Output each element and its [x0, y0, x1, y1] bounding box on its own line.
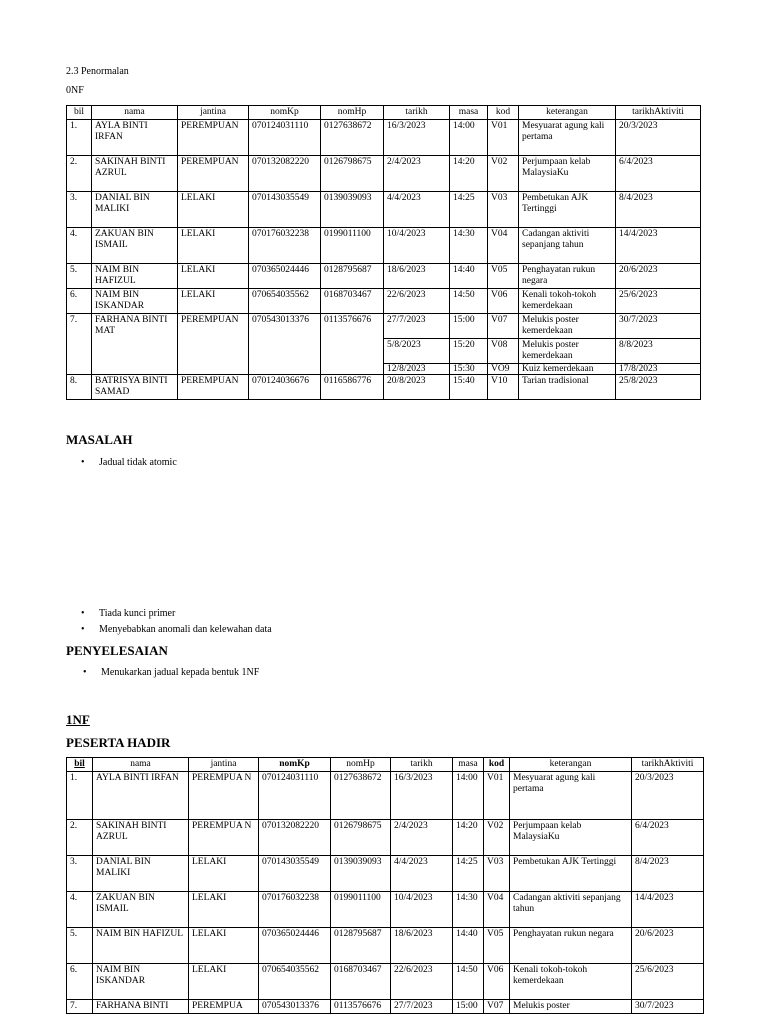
cell-tarikh: 4/4/2023 [391, 856, 453, 892]
cell-tarikh: 18/6/2023 [391, 928, 453, 964]
cell-nama: AYLA BINTI IRFAN [92, 120, 178, 156]
cell-tarikhAktiviti: 25/8/2023 [616, 375, 701, 400]
cell-kod: V07 [484, 1000, 510, 1014]
section-title: 2.3 Penormalan [66, 66, 129, 77]
cell-kod: V03 [488, 192, 519, 228]
cell-nomHp: 0199011100 [331, 892, 391, 928]
cell-nama: ZAKUAN BIN ISMAIL [92, 228, 178, 264]
cell-tarikhAktiviti: 8/8/2023 [616, 339, 701, 364]
cell-masa: 15:00 [453, 1000, 484, 1014]
cell-nomHp: 0199011100 [321, 228, 384, 264]
cell-nomHp: 0168703467 [331, 964, 391, 1000]
column-header-tarikhAktiviti: tarikhAktiviti [632, 758, 704, 772]
table-row [67, 1000, 704, 1014]
cell-keterangan: Pembetukan AJK Tertinggi [519, 192, 616, 228]
table-row [67, 156, 701, 192]
zero-nf-table [66, 105, 701, 400]
cell-tarikhAktiviti: 20/3/2023 [616, 120, 701, 156]
cell-bil: 6. [67, 964, 93, 1000]
cell-tarikhAktiviti: 17/8/2023 [616, 364, 701, 375]
column-header-kod: kod [484, 758, 510, 772]
cell-tarikh: 10/4/2023 [391, 892, 453, 928]
cell-jantina: LELAKI [189, 856, 259, 892]
cell-bil: 3. [67, 856, 93, 892]
cell-jantina: PEREMPUA N [189, 772, 259, 820]
table-row [67, 820, 704, 856]
cell-kod: V01 [488, 120, 519, 156]
cell-keterangan: Melukis poster kemerdekaan [519, 339, 616, 364]
cell-masa: 14:50 [450, 289, 488, 314]
cell-keterangan: Pembetukan AJK Tertinggi [510, 856, 632, 892]
cell-bil: 1. [67, 772, 93, 820]
column-header-jantina: jantina [178, 106, 249, 120]
cell-jantina: PEREMPUA [189, 1000, 259, 1014]
cell-tarikh: 10/4/2023 [384, 228, 450, 264]
cell-bil: 8. [67, 375, 92, 400]
column-header-tarikh: tarikh [391, 758, 453, 772]
cell-nama: NAIM BIN HAFIZUL [93, 928, 189, 964]
cell-masa: 14:20 [453, 820, 484, 856]
cell-nama: SAKINAH BINTI AZRUL [93, 820, 189, 856]
cell-tarikhAktiviti: 14/4/2023 [616, 228, 701, 264]
cell-masa: 14:25 [450, 192, 488, 228]
cell-kod: V05 [484, 928, 510, 964]
cell-keterangan: Kenali tokoh-tokoh kemerdekaan [519, 289, 616, 314]
cell-nomHp: 0126798675 [321, 156, 384, 192]
cell-masa: 14:20 [450, 156, 488, 192]
cell-nomKp: 070654035562 [259, 964, 331, 1000]
cell-keterangan: Cadangan aktiviti sepanjang tahun [519, 228, 616, 264]
cell-jantina: PEREMPUAN [178, 375, 249, 400]
table-row [67, 120, 701, 156]
cell-jantina: LELAKI [189, 964, 259, 1000]
cell-tarikh: 22/6/2023 [384, 289, 450, 314]
cell-kod: V06 [488, 289, 519, 314]
cell-tarikhAktiviti: 20/6/2023 [632, 928, 704, 964]
cell-kod: V05 [488, 264, 519, 289]
cell-nomKp: 070654035562 [249, 289, 321, 314]
cell-tarikh: 16/3/2023 [384, 120, 450, 156]
peserta-hadir-title: PESERTA HADIR [66, 735, 171, 750]
cell-tarikhAktiviti: 6/4/2023 [616, 156, 701, 192]
cell-nomHp: 0128795687 [321, 264, 384, 289]
cell-masa: 14:50 [453, 964, 484, 1000]
cell-tarikh: 18/6/2023 [384, 264, 450, 289]
cell-kod: V04 [484, 892, 510, 928]
cell-jantina: LELAKI [178, 192, 249, 228]
cell-masa: 14:25 [453, 856, 484, 892]
column-header-masa: masa [450, 106, 488, 120]
cell-nomHp: 0139039093 [321, 192, 384, 228]
cell-nomKp: 070143035549 [249, 192, 321, 228]
cell-nama: FARHANA BINTI MAT [92, 314, 178, 375]
cell-bil: 3. [67, 192, 92, 228]
cell-masa: 14:30 [453, 892, 484, 928]
column-header-tarikhAktiviti: tarikhAktiviti [616, 106, 701, 120]
column-header-nomHp: nomHp [321, 106, 384, 120]
table-row [67, 192, 701, 228]
cell-nama: BATRISYA BINTI SAMAD [92, 375, 178, 400]
column-header-nomKp: nomKp [259, 758, 331, 772]
cell-nomKp: 070132082220 [259, 820, 331, 856]
table-row [67, 964, 704, 1000]
cell-bil: 5. [67, 928, 93, 964]
cell-tarikh: 2/4/2023 [384, 156, 450, 192]
cell-keterangan: Perjumpaan kelab MalaysiaKu [519, 156, 616, 192]
table-row [67, 264, 701, 289]
masalah-list-continued [81, 606, 272, 638]
cell-masa: 14:00 [453, 772, 484, 820]
cell-nomKp: 070176032238 [249, 228, 321, 264]
cell-keterangan: Penghayatan rukun negara [519, 264, 616, 289]
column-header-nama: nama [93, 758, 189, 772]
cell-jantina: LELAKI [178, 289, 249, 314]
cell-jantina: PEREMPUAN [178, 314, 249, 375]
cell-nama: SAKINAH BINTI AZRUL [92, 156, 178, 192]
column-header-kod: kod [488, 106, 519, 120]
table-row [67, 375, 701, 400]
cell-keterangan: Penghayatan rukun negara [510, 928, 632, 964]
table-row [67, 892, 704, 928]
cell-jantina: LELAKI [189, 892, 259, 928]
cell-kod: VO9 [488, 364, 519, 375]
cell-tarikh: 5/8/2023 [384, 339, 450, 364]
cell-nomHp: 0113576676 [321, 314, 384, 375]
one-nf-table [66, 757, 704, 1014]
cell-nomKp: 070543013376 [249, 314, 321, 375]
column-header-keterangan: keterangan [519, 106, 616, 120]
list-item: • Tiada kunci primer [81, 606, 272, 622]
cell-tarikh: 12/8/2023 [384, 364, 450, 375]
table-row [67, 928, 704, 964]
cell-nama: NAIM BIN HAFIZUL [92, 264, 178, 289]
cell-kod: V01 [484, 772, 510, 820]
cell-nomHp: 0128795687 [331, 928, 391, 964]
column-header-keterangan: keterangan [510, 758, 632, 772]
cell-tarikh: 2/4/2023 [391, 820, 453, 856]
column-header-masa: masa [453, 758, 484, 772]
cell-bil: 7. [67, 1000, 93, 1014]
cell-tarikh: 22/6/2023 [391, 964, 453, 1000]
cell-bil: 7. [67, 314, 92, 375]
cell-bil: 5. [67, 264, 92, 289]
cell-nomHp: 0126798675 [331, 820, 391, 856]
column-header-nomKp: nomKp [249, 106, 321, 120]
cell-nomKp: 070124036676 [249, 375, 321, 400]
cell-tarikh: 27/7/2023 [391, 1000, 453, 1014]
cell-keterangan: Kenali tokoh-tokoh kemerdekaan [510, 964, 632, 1000]
cell-tarikhAktiviti: 25/6/2023 [632, 964, 704, 1000]
cell-nomKp: 070176032238 [259, 892, 331, 928]
cell-nomKp: 070543013376 [259, 1000, 331, 1014]
cell-keterangan: Mesyuarat agung kali pertama [519, 120, 616, 156]
cell-nomKp: 070124031110 [259, 772, 331, 820]
cell-nomKp: 070365024446 [259, 928, 331, 964]
masalah-list [81, 455, 177, 471]
cell-masa: 15:30 [450, 364, 488, 375]
cell-masa: 14:00 [450, 120, 488, 156]
header-row [67, 758, 704, 772]
cell-tarikhAktiviti: 30/7/2023 [616, 314, 701, 339]
cell-bil: 2. [67, 156, 92, 192]
cell-nomKp: 070124031110 [249, 120, 321, 156]
cell-nomKp: 070365024446 [249, 264, 321, 289]
cell-keterangan: Perjumpaan kelab MalaysiaKu [510, 820, 632, 856]
cell-tarikhAktiviti: 25/6/2023 [616, 289, 701, 314]
cell-kod: V02 [488, 156, 519, 192]
cell-tarikhAktiviti: 20/3/2023 [632, 772, 704, 820]
cell-tarikhAktiviti: 14/4/2023 [632, 892, 704, 928]
header-row [67, 106, 701, 120]
cell-nomKp: 070143035549 [259, 856, 331, 892]
cell-nama: AYLA BINTI IRFAN [93, 772, 189, 820]
column-header-nomHp: nomHp [331, 758, 391, 772]
cell-kod: V02 [484, 820, 510, 856]
cell-masa: 14:40 [450, 264, 488, 289]
cell-nomHp: 0116586776 [321, 375, 384, 400]
table-row [67, 289, 701, 314]
cell-nama: DANIAL BIN MALIKI [92, 192, 178, 228]
cell-jantina: PEREMPUA N [189, 820, 259, 856]
cell-jantina: PEREMPUAN [178, 120, 249, 156]
cell-masa: 14:30 [450, 228, 488, 264]
zero-nf-label: 0NF [66, 85, 84, 96]
cell-tarikh: 4/4/2023 [384, 192, 450, 228]
cell-nomHp: 0113576676 [331, 1000, 391, 1014]
list-item: • Jadual tidak atomic [81, 455, 177, 471]
cell-kod: V06 [484, 964, 510, 1000]
masalah-heading: MASALAH [66, 432, 133, 447]
cell-bil: 2. [67, 820, 93, 856]
cell-masa: 14:40 [453, 928, 484, 964]
cell-keterangan: Cadangan aktiviti sepanjang tahun [510, 892, 632, 928]
cell-jantina: LELAKI [178, 264, 249, 289]
cell-nomHp: 0168703467 [321, 289, 384, 314]
cell-kod: V04 [488, 228, 519, 264]
cell-bil: 1. [67, 120, 92, 156]
cell-kod: V08 [488, 339, 519, 364]
cell-kod: V03 [484, 856, 510, 892]
cell-bil: 4. [67, 892, 93, 928]
cell-kod: V07 [488, 314, 519, 339]
cell-bil: 4. [67, 228, 92, 264]
cell-jantina: PEREMPUAN [178, 156, 249, 192]
table-row [67, 228, 701, 264]
cell-nomHp: 0127638672 [321, 120, 384, 156]
cell-keterangan: Kuiz kemerdekaan [519, 364, 616, 375]
cell-keterangan: Mesyuarat agung kali pertama [510, 772, 632, 820]
list-item: • Menukarkan jadual kepada bentuk 1NF [83, 665, 259, 681]
list-item: • Menyebabkan anomali dan kelewahan data [81, 622, 272, 638]
cell-masa: 15:00 [450, 314, 488, 339]
table-row [67, 772, 704, 820]
cell-nomHp: 0127638672 [331, 772, 391, 820]
column-header-jantina: jantina [189, 758, 259, 772]
column-header-bil: bil [67, 758, 93, 772]
cell-tarikh: 27/7/2023 [384, 314, 450, 339]
cell-nama: FARHANA BINTI [93, 1000, 189, 1014]
cell-tarikhAktiviti: 8/4/2023 [632, 856, 704, 892]
table-row [67, 314, 701, 339]
column-header-tarikh: tarikh [384, 106, 450, 120]
cell-bil: 6. [67, 289, 92, 314]
table-row [67, 856, 704, 892]
cell-nomHp: 0139039093 [331, 856, 391, 892]
cell-keterangan: Melukis poster [510, 1000, 632, 1014]
cell-jantina: LELAKI [189, 928, 259, 964]
cell-nama: DANIAL BIN MALIKI [93, 856, 189, 892]
cell-nomKp: 070132082220 [249, 156, 321, 192]
column-header-nama: nama [92, 106, 178, 120]
cell-nama: ZAKUAN BIN ISMAIL [93, 892, 189, 928]
cell-nama: NAIM BIN ISKANDAR [93, 964, 189, 1000]
cell-tarikhAktiviti: 6/4/2023 [632, 820, 704, 856]
penyelesaian-heading: PENYELESAIAN [66, 643, 168, 658]
penyelesaian-list [83, 665, 259, 681]
cell-kod: V10 [488, 375, 519, 400]
cell-tarikh: 20/8/2023 [384, 375, 450, 400]
cell-nama: NAIM BIN ISKANDAR [92, 289, 178, 314]
cell-masa: 15:20 [450, 339, 488, 364]
cell-tarikhAktiviti: 8/4/2023 [616, 192, 701, 228]
column-header-bil: bil [67, 106, 92, 120]
cell-tarikhAktiviti: 30/7/2023 [632, 1000, 704, 1014]
cell-tarikh: 16/3/2023 [391, 772, 453, 820]
cell-keterangan: Melukis poster kemerdekaan [519, 314, 616, 339]
cell-tarikhAktiviti: 20/6/2023 [616, 264, 701, 289]
one-nf-label: 1NF [66, 712, 90, 727]
cell-jantina: LELAKI [178, 228, 249, 264]
cell-keterangan: Tarian tradisional [519, 375, 616, 400]
cell-masa: 15:40 [450, 375, 488, 400]
